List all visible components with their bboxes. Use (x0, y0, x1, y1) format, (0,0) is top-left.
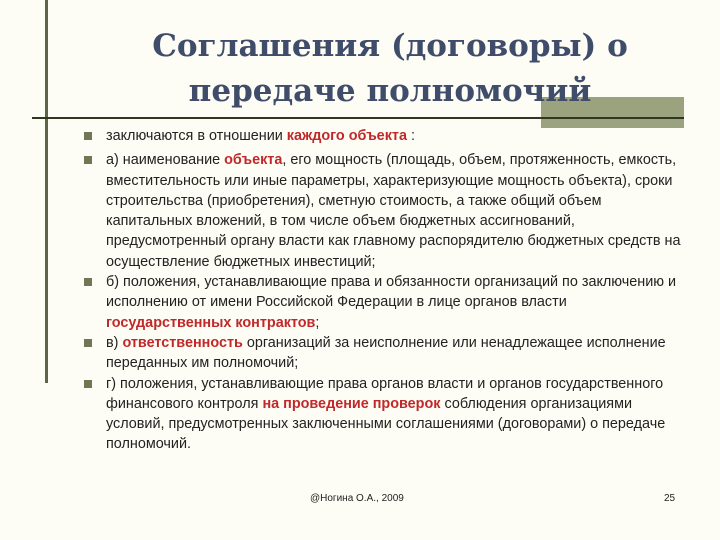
list-item (84, 333, 690, 374)
text-run: ; (315, 314, 320, 331)
text-run: б) положения, устанавливающие права и обязанности организаций по заключению и исполнению от имени Российской Федерации в лице органов власти (106, 274, 677, 311)
square-bullet-icon (84, 156, 92, 164)
text-run: а) наименование (106, 152, 225, 169)
left-accent-bar (45, 0, 48, 383)
square-bullet-icon (84, 339, 92, 347)
square-bullet-icon (84, 380, 92, 388)
square-bullet-icon (84, 278, 92, 286)
highlight-text: каждого объекта (286, 128, 407, 144)
list-item (84, 374, 690, 455)
text-run: в) (106, 334, 123, 351)
bullet-list (84, 126, 690, 455)
highlight-text: на проведение проверок (262, 395, 441, 412)
list-item (84, 150, 690, 272)
title-divider (32, 117, 684, 119)
text-run: заключаются в отношении (106, 128, 287, 144)
slide-title (95, 24, 685, 114)
list-item (84, 272, 690, 333)
highlight-text: государственных контрактов (106, 314, 316, 331)
text-run: соблюдения организациями условий, предусмотренных заключенными соглашениями (договорами) о передаче полномочий. (106, 395, 666, 453)
title-line-2: передаче полномочий (188, 73, 592, 109)
title-line-1: Соглашения (договоры) о (152, 28, 628, 64)
highlight-text: объекта (224, 152, 283, 169)
text-run: г) положения, устанавливающие права органов власти и органов государственного финансового контроля (106, 375, 664, 412)
square-bullet-icon (84, 132, 92, 140)
footer-credit: @Ногина О.А., 2009 (310, 493, 404, 504)
page-number: 25 (664, 493, 676, 504)
text-run: , его мощность (площадь, объем, протяженность, емкость, вместительность или иные параметры, характеризующие мощность объекта), сроки строительства (приобретения), сметную стоимость, а также общий объем капитальных вложений, в том числе объем бюджетных ассигнований, предусмотренный органу власти как главному распорядителю бюджетных средств на осуществление бюджетных инвестиций; (106, 152, 681, 270)
highlight-text: ответственность (122, 334, 243, 351)
list-item (84, 126, 690, 146)
text-run: организаций за неисполнение или ненадлежащее исполнение переданных им полномочий; (106, 334, 666, 372)
text-run: : (406, 128, 415, 144)
